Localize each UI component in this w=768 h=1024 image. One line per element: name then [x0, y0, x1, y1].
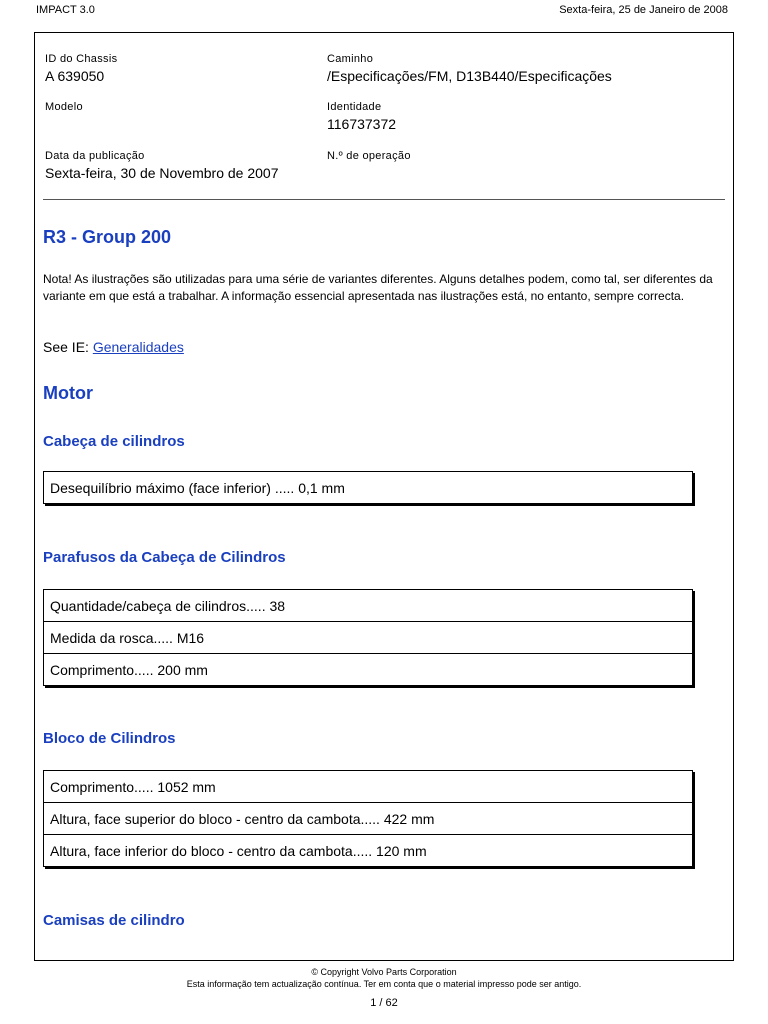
- table-row: [44, 835, 692, 866]
- path-label: Caminho: [327, 53, 374, 65]
- cylinder-block-table: [43, 770, 693, 867]
- chassis-field: [45, 53, 117, 84]
- cylinder-head-table: [43, 471, 693, 504]
- table-cell: Altura, face superior do bloco - centro da cambota..... 422 mm: [44, 803, 692, 835]
- head-bolts-heading: Parafusos da Cabeça de Cilindros: [43, 549, 286, 566]
- footer-copyright: © Copyright Volvo Parts Corporation: [311, 967, 457, 977]
- path-value: /Especificações/FM, D13B440/Especificações: [327, 68, 612, 84]
- table-row: [44, 771, 692, 803]
- table-row: [44, 472, 692, 503]
- table-cell: Desequilíbrio máximo (face inferior) ..... 0,1 mm: [50, 479, 345, 496]
- generalidades-link[interactable]: Generalidades: [92, 339, 184, 355]
- header-date: Sexta-feira, 25 de Janeiro de 2008: [559, 4, 728, 16]
- opnum-field: [327, 150, 411, 165]
- document-frame: [34, 32, 734, 961]
- table-row: [44, 590, 692, 622]
- footer-notice: Esta informação tem actualização contínua. Ter em conta que o material impresso pode ser antigo.: [186, 979, 582, 989]
- table-cell: Comprimento..... 1052 mm: [44, 771, 692, 803]
- chassis-value: A 639050: [45, 68, 105, 84]
- document-title: R3 - Group 200: [43, 227, 172, 247]
- table-cell: Altura, face inferior do bloco - centro da cambota..... 120 mm: [50, 842, 427, 859]
- table-cell: Medida da rosca..... M16: [44, 622, 692, 654]
- cylinder-head-heading: Cabeça de cilindros: [43, 433, 185, 450]
- pubdate-value: Sexta-feira, 30 de Novembro de 2007: [45, 165, 279, 181]
- header-divider: [43, 199, 725, 200]
- table-row: [44, 803, 692, 835]
- cylinder-block-heading: Bloco de Cilindros: [43, 730, 176, 747]
- identity-value: 116737372: [327, 116, 397, 132]
- pubdate-label: Data da publicação: [45, 150, 145, 162]
- table-row: [44, 622, 692, 654]
- section-motor-heading: Motor: [43, 383, 93, 403]
- opnum-label: N.º de operação: [327, 150, 411, 162]
- table-cell: Quantidade/cabeça de cilindros..... 38: [44, 590, 692, 622]
- cylinder-liners-heading: Camisas de cilindro: [43, 912, 185, 929]
- identity-field: [327, 101, 396, 132]
- note-paragraph: Nota! As ilustrações são utilizadas para uma série de variantes diferentes. Alguns detalhes podem, como tal, ser diferentes da variante em que está a trabalhar. A informação essencial apresentada nas ilustrações está, no entanto, sempre correcta.: [43, 272, 713, 303]
- table-cell: Comprimento..... 200 mm: [50, 661, 208, 678]
- pubdate-field: [45, 150, 278, 181]
- head-bolts-table: [43, 589, 693, 686]
- path-field: [327, 53, 612, 84]
- identity-label: Identidade: [327, 101, 382, 113]
- page-number: 1 / 62: [370, 997, 398, 1009]
- see-ie-prefix: See IE:: [43, 339, 89, 355]
- page-header: [36, 4, 728, 18]
- chassis-label: ID do Chassis: [45, 53, 118, 65]
- app-name: IMPACT 3.0: [36, 4, 95, 16]
- see-ie-line: [43, 339, 184, 355]
- model-field: [45, 101, 83, 116]
- model-label: Modelo: [45, 101, 83, 113]
- table-row: [44, 654, 692, 685]
